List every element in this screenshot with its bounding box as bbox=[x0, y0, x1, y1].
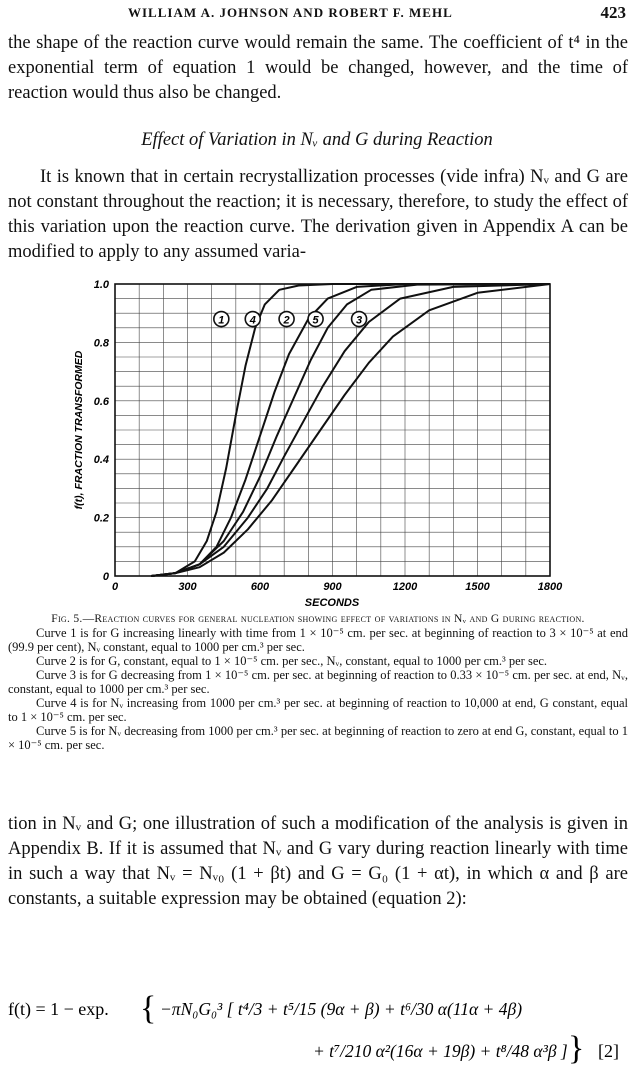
caption-curve-3: Curve 3 is for G decreasing from 1 × 10⁻⁵ cm. per sec. at beginning of reaction to 0.33 × 10⁻⁵ cm. per sec. at end, Nᵥ, constant, equal to 1000 per cm.³ per sec. bbox=[8, 668, 628, 696]
chart-grid bbox=[115, 284, 550, 576]
y-tick-0.4: 0.4 bbox=[93, 454, 109, 467]
y-tick-0.6: 0.6 bbox=[93, 395, 109, 408]
equation-2 bbox=[8, 985, 628, 1065]
x-tick-600: 600 bbox=[250, 581, 270, 593]
caption-lines bbox=[8, 626, 628, 752]
y-tick-1.0: 1.0 bbox=[93, 279, 109, 291]
caption-curve-5: Curve 5 is for Nᵥ decreasing from 1000 per cm.³ per sec. at beginning of reaction to zero at end G, constant, equal to 1 × 10⁻⁵ cm. per sec. bbox=[8, 724, 628, 752]
caption-curve-1: Curve 1 is for G increasing linearly with time from 1 × 10⁻⁵ cm. per sec. at beginning of reaction to 3 × 10⁻⁵ at end (99.9 per cent), Nᵥ constant, equal to 1000 per cm.³ per sec. bbox=[8, 626, 628, 654]
paragraph-2: It is known that in certain recrystallization processes (vide infra) Nᵥ and G are not constant throughout the reaction; it is necessary, therefore, to study the effect of this variation upon the reaction curve. The derivation given in Appendix A can be modified to apply to any assumed varia- bbox=[8, 167, 628, 262]
figure-caption bbox=[8, 612, 628, 752]
curve-label-4: 4 bbox=[249, 314, 256, 327]
y-tick-0: 0 bbox=[102, 571, 109, 583]
equation-line-1: −πN₀G₀³ [ t⁴/3 + t⁵/15 (9α + β) + t⁶/30 α(11α + 4β) bbox=[160, 999, 523, 1019]
curve-label-3: 3 bbox=[356, 314, 363, 327]
equation-number: [2] bbox=[598, 1041, 619, 1061]
caption-curve-4: Curve 4 is for Nᵥ increasing from 1000 per cm.³ per sec. at beginning of reaction to 10,000 at end, G constant, equal to 1 × 10⁻⁵ cm. per sec. bbox=[8, 696, 628, 724]
x-tick-300: 300 bbox=[178, 581, 197, 593]
caption-title: Fig. 5.—Reaction curves for general nucleation showing effect of variations in Nᵥ and G during reaction. bbox=[51, 613, 585, 625]
paragraph-3: tion in Nᵥ and G; one illustration of such a modification of the analysis is given in Appendix B. If it is assumed that Nᵥ and G vary during reaction linearly with time in such a way that Nᵥ = Nᵥ₀ (1 + βt) and G = G₀ (1 + αt), in which α and β are constants, a suitable expression may be obtained (equation 2): bbox=[8, 814, 628, 909]
curve-label-2: 2 bbox=[283, 314, 290, 327]
section-heading: Effect of Variation in Nᵥ and G during Reaction bbox=[141, 130, 493, 150]
y-axis-label: f(t), FRACTION TRANSFORMED bbox=[73, 350, 85, 510]
equation-brace: { bbox=[140, 990, 157, 1027]
x-tick-1500: 1500 bbox=[465, 581, 490, 593]
page-number: 423 bbox=[600, 3, 626, 22]
x-tick-labels bbox=[112, 581, 563, 593]
curve-labels bbox=[214, 312, 367, 327]
x-tick-1800: 1800 bbox=[537, 581, 563, 593]
x-tick-900: 900 bbox=[323, 581, 342, 593]
equation-close-brace: } bbox=[568, 1030, 585, 1065]
running-head-title: WILLIAM A. JOHNSON AND ROBERT F. MEHL bbox=[128, 5, 453, 20]
caption-curve-2: Curve 2 is for G, constant, equal to 1 × 10⁻⁵ cm. per sec., Nᵥ, constant, equal to 1000 per cm.³ per sec. bbox=[36, 654, 548, 668]
reaction-curve-chart bbox=[70, 272, 570, 612]
y-tick-labels bbox=[94, 279, 110, 583]
y-tick-0.2: 0.2 bbox=[93, 512, 109, 525]
curve-label-5: 5 bbox=[312, 314, 319, 327]
curve-label-1: 1 bbox=[218, 314, 225, 327]
x-tick-1200: 1200 bbox=[392, 581, 418, 593]
x-tick-0: 0 bbox=[111, 581, 119, 593]
equation-lhs: f(t) = 1 − exp. bbox=[8, 999, 109, 1019]
y-tick-0.8: 0.8 bbox=[93, 337, 109, 350]
x-axis-label: SECONDS bbox=[304, 597, 360, 609]
running-head bbox=[0, 3, 634, 23]
paragraph-1: the shape of the reaction curve would remain the same. The coefficient of t⁴ in the exponential term of equation 1 would be changed, however, and the time of reaction would thus also be changed. bbox=[8, 33, 628, 103]
equation-line-2: + t⁷/210 α²(16α + 19β) + t⁸/48 α³β ] bbox=[313, 1041, 568, 1061]
